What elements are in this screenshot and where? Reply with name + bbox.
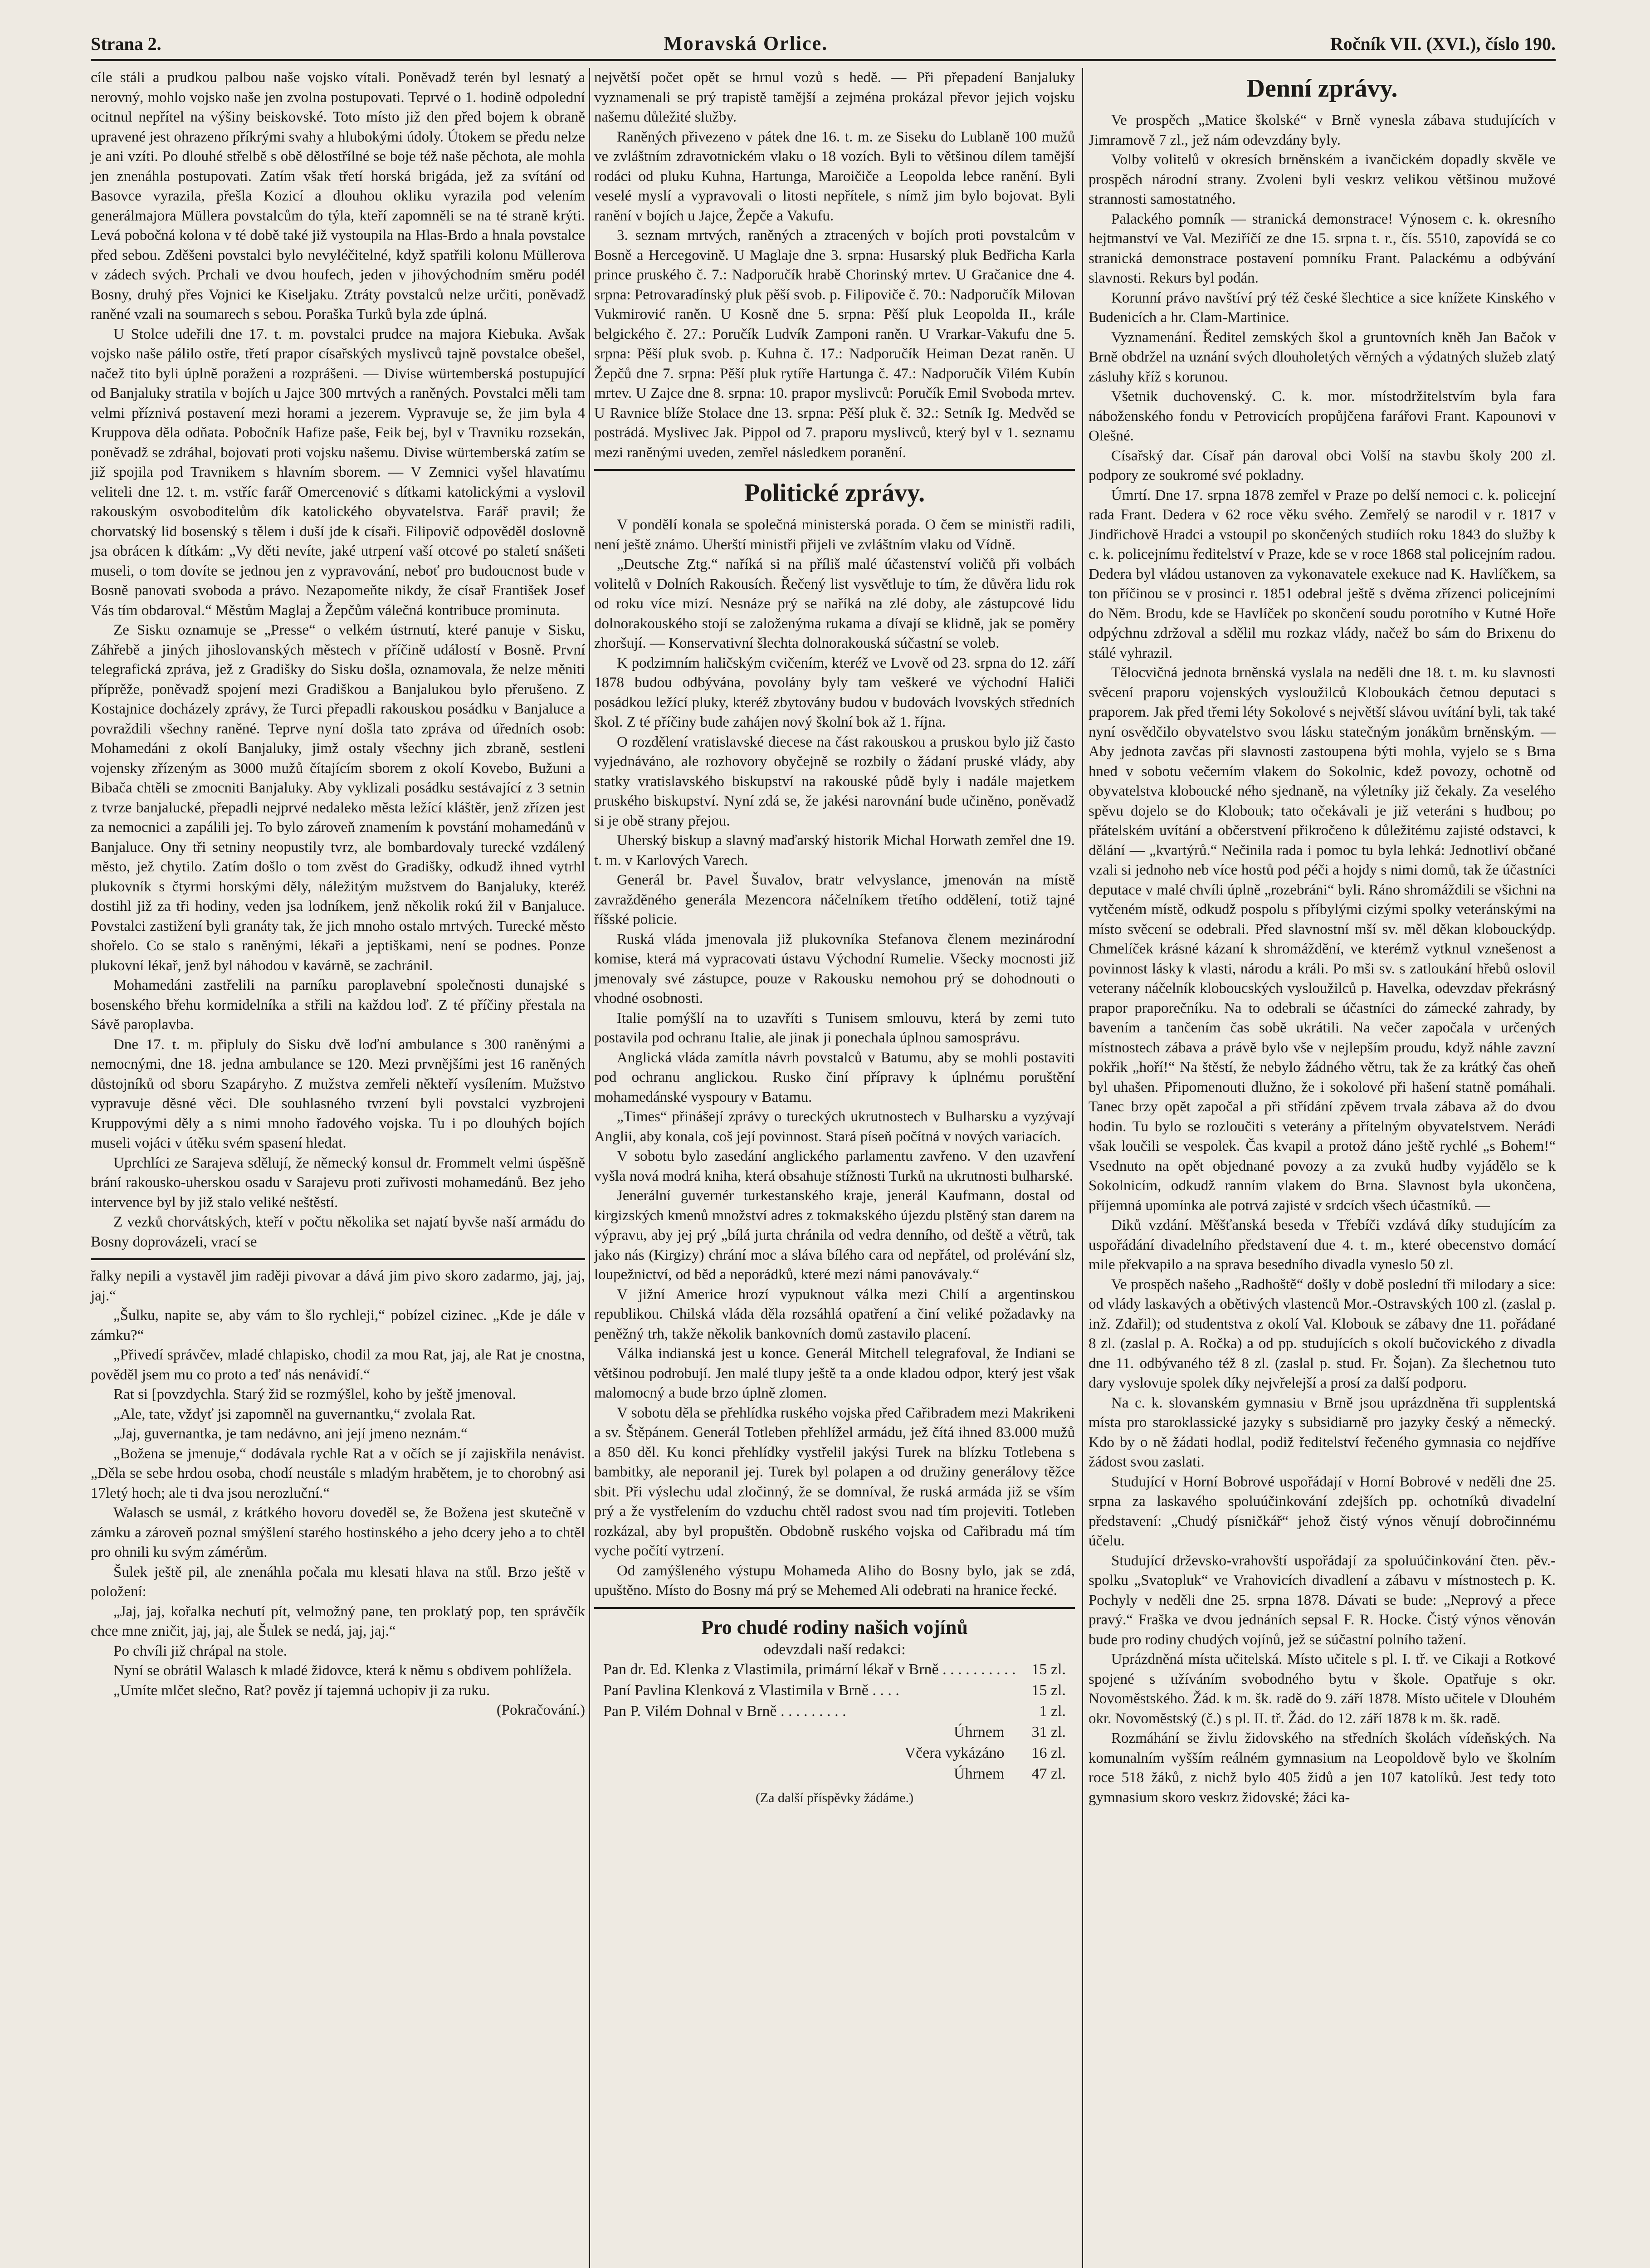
section-divider <box>91 1258 585 1260</box>
article-paragraph: Ze Sisku oznamuje se „Presse“ o velkém ústrnutí, které panuje v Sisku, Záhřebě a jiných jihoslovanských městech v příčině událostí v Bosně. První telegrafická zpráva, jež z Gradišky do Sisku došla, oznamovala, že nelze měniti příprěže, poněvadž spojení mezi Gradiškou a Banjalukou bylo přerušeno. Z Kostajnice docházely zprávy, že Turci přepadli rakouskou posádku v Banjaluce a povraždili všechny raněné. Teprve nyní došla tato zpráva od úředních osob: Mohamedáni z okolí Banjaluky, jimž ostaly všechny jich zbraně, sestleni vojensky zřízeným as 3000 mužů čítajícím sborem z okolí Kovebo, Bužuni a Bibača chtěli se zmocniti Banjaluky. Aby vyklizali posádku sestávající z 3 setnin z tvrze banjalucké, přepadli nejprvé nedaleko města ležící kláštěr, jenž zřízen jest za nemocnici a zapálili jej. To bylo zároveň znamením k povstání mohamedánů v Banjaluce. Ony tři setniny neopustily tvrz, ale bombardovaly turecké vzdálený město, jež chytilo. Zatím došlo o tom zvěst do Gradišky, odkudž ihned vytrhl plukovník s čtyrmi horskými děly, náležitým mužstvem do Banjaluky, kteréž dostihl již za tři hodiny, veden jsa lodníkem, jenž několik rokú žil v Banjaluce. Povstalci zastižení byli granáty tak, že jich mnoho ostalo mrtvých. Turecké město shořelo. Co se stalo s raněnými, lékaři a jeptiškami, není se podnes. Ponze plukovní lékař, jenž byl náhodou v kavárně, se zachránil. <box>91 622 585 974</box>
donation-row <box>594 1701 1075 1722</box>
subtotal-value: 31 zl. <box>1031 1724 1066 1740</box>
article-paragraph: Raněných přivezeno v pátek dne 16. t. m. ze Siseku do Lublaně 100 mužů ve zvláštním zdravotnickém vlaku o 18 vozích. Byli to většinou dílem tamější rodáci od pluku Kuhna, Hartunga, Maroičiče a Leopolda lebce ranění. Byli veselé myslí a vypravovali o litosti nepřítele, s nímž jim bylo bojovat. Byli ranění v bojích u Jajce, Žepče a Vakufu. <box>594 128 1075 224</box>
article-paragraph: Mohamedáni zastřelili na parníku paroplavební společnosti dunajské s bosenského břehu kormidelníka a střili na každou loď. Z té příčiny přestala na Sávě paroplavba. <box>91 977 585 1033</box>
news-item: Palackého pomník — stranická demonstrace! Výnosem c. k. okresního hejtmanství ve Val. Meziříčí ze dne 15. srpna t. r., čís. 5510, zapovídá se co stranická demonstrace postavení pomníku Frant. Palackému a odbývání slavnosti. Rekurs byl podán. <box>1089 210 1556 286</box>
donation-row <box>594 1659 1075 1680</box>
article-paragraph: největší počet opět se hrnul vozů s hedě. — Při přepadení Banjaluky vyznamenali se prý trapistě tamější a zejména prokázal převor jejich vojsku našemu důležité služby. <box>594 69 1075 125</box>
politics-paragraph: Uherský biskup a slavný maďarský historik Michal Horwath zemřel dne 19. t. m. v Karlových Varech. <box>594 832 1075 869</box>
news-item: Rozmáhání se živlu židovského na středních školách vídeňských. Na komunalním vyšším reálném gymnasium na Leopoldově bylo ve školním roce 518 žáků, z nichž bylo 405 židů a jen 107 katolíků. Jest tedy toto gymnasium skoro veskrz židovské; žáci ka- <box>1089 1730 1556 1806</box>
news-item: Tělocvičná jednota brněnská vyslala na neděli dne 18. t. m. ku slavnosti svěcení praporu vojenských vysloužilců Kloboukách četnou deputaci s praporem. Jak před třemi léty Sokolové s největší slávou uvítání byli, tak také nyní osvědčilo obyvatelstvo svou lásku statečným jonákům brněnským. — Aby jednota zavčas při slavnosti zastoupena býti mohla, vyjelo se s Brna hned v sobotu večerním vlakem do Sokolnic, kdež povozy, ochotně od obyvatelstva kloboucké ného sjednaně, na výletníky již čekaly. Za veselého spěvu dojelo se do Klobouk; tato očekávali je již veteráni s hudbou; po přátelském uvítání a občerstvení přikročeno k důležitému zajisté odstavci, k dělání — „kvartýrů.“ Nečinila rada i pomoc tu byla lehká: Jednotliví občané vzali si jednoho neb více hostů pod péči a hojdy s nimi domů, tak že účastníci deputace v malé chvíli úplně „rozebráni“ byli. Ráno shromáždili se všichni na vytčeném místě, odkudž pospolu s příbylými cizými spolky veteránskými na místo svěcení se odebrali. Před slavnostní mší sv. měl děkan klobouckýdp. Chmelíček krásné kázaní k shromáždění, ve kterémž vytknul vznešenost a povinnost lásky k vlasti, národu a králi. Po mši sv. s zatloukání hřebů oslovil veterany náčelník kloboucských vysloužilců p. Havelka, odevzdav překrásný prapor praporečníku. Na to odebrali se účastníci do zámecké zahrady, by bavením a tančením čas sobě ukrátili. Na večer započala v určených místnostech zábava a právě bylo vše v nejlepším proudu, když náhle zavzní pokřik „hoří!“ Na štěstí, že nebylo žádného větru, tak že za krátký čas oheň byl uhašen. Připomenouti dlužno, že i sokolové při hašení statně pomáhali. Tanec brzy opět započal a při střídání zpěvem trvala zábava až do dvou hodin. Tu bylo se rozloučiti s veterány a přítelným obyvatelstvem. Nerádi však loučili se vespolek. Čas kvapil a protož dáno ještě rychlé „s Bohem!“ Vsednuto na opět objednané povozy a za zvuků hudby vyjádělo se k Sokolnicím, odkudž ranním vlakem do Brna. Slavnost byla ukončena, příjemná upomínka ale potrvá zajisté v srdcích všech účastníků. — <box>1089 665 1556 1214</box>
politics-paragraph: „Times“ přinášejí zprávy o tureckých ukrutnostech v Bulharsku a vyzývají Anglii, aby konala, coš její povinnost. Stará píseň počítná v nových variacích. <box>594 1109 1075 1145</box>
newspaper-title: Moravská Orlice. <box>664 32 828 54</box>
casualty-list: 3. seznam mrtvých, raněných a ztracených v bojích proti povstalcům v Bosně a Hercegovině. U Maglaje dne 3. srpna: Husarský pluk Bedřicha Karla prince pruského č. 7.: Nadporučík hrabě Chorinský mrtev. U Gračanice dne 4. srpna: Petrovaradínský pluk pěší svob. p. Filipoviče č. 70.: Nadporučík Milovan Vukmirović raněn. U Kosně dne 5. srpna: Pěší pluk Leopolda II., krále belgického č. 27.: Poručík Ludvík Zamponi raněn. U Vrarkar-Vakufu dne 5. srpna: Pěší pluk svob. p. Kuhna č. 17.: Nadporučík Heiman Dezat raněn. U Žepčů dne 7. srpna: Pěší pluk rytíře Hartunga č. 47.: Nadporučík Vilém Kubín mrtev. U Zajce dne 8. srpna: 10. prapor myslivců: Poručík Emil Svoboda mrtev. U Ravnice blíže Stolace dne 13. srpna: Pěší pluk č. 32.: Setník Ig. Medvěd se postrádá. Myslivec Jak. Pippol od 7. praporu myslivců, který byl v 1. seznamu mezi raněnými uveden, zemřel následkem poranění. <box>594 227 1075 461</box>
serial-end-line <box>91 1681 585 1701</box>
donation-subtotal <box>594 1722 1075 1743</box>
serial-paragraph: Šulek ještě pil, ale znenáhla počala mu klesati hlava na stůl. Brzo ještě v položení: <box>91 1564 585 1600</box>
column-middle <box>594 68 1075 1808</box>
daily-news-heading: Denní zprávy. <box>1246 74 1398 103</box>
donation-total <box>594 1764 1075 1784</box>
serial-paragraph: řalky nepili a vystavěl jim raději pivovar a dává jim pivo skoro zadarmo, jaj, jaj, jaj.“ <box>91 1268 585 1304</box>
politics-paragraph: Anglická vláda zamítla návrh povstalců v Batumu, aby se mohli postaviti pod ochranu anglickou. Rusko činí přípravy k úplnému poruštění mohamedánské vyspoury v Batamu. <box>594 1049 1075 1105</box>
politics-paragraph: V sobotu bylo zasedání anglického parlamentu zavřeno. V den uzavření vyšla nová modrá kniha, která obsahuje stížnosti Turků na ukrutnosti bulharské. <box>594 1148 1075 1184</box>
politics-paragraph: Ruská vláda jmenovala již plukovníka Stefanova členem mezinárodní komise, která má vypracovati ústavu Východní Rumelie. Všecky mocnosti již jmenovaly své zástupce, pouze v Rakousku nemohou prý se dohodnouti o vhodné osobnosti. <box>594 931 1075 1007</box>
page-number: Strana 2. <box>91 34 161 54</box>
serial-paragraph: „Božena se jmenuje,“ dodávala rychle Rat a v očích se jí zajiskřila nenávist. „Děla se sebe hrdou osoba, chodí neustále s mladým hrabětem, je to chorobný asi 17letý hoch; ale ti dva jsou nerozluční.“ <box>91 1445 585 1501</box>
section-divider <box>594 469 1075 471</box>
article-paragraph: Z vezků chorvátských, kteří v počtu několika set najatí byvše naší armádu do Bosny doprovázeli, vrací se <box>91 1214 585 1250</box>
donations-title: Pro chudé rodiny našich vojínů <box>701 1616 968 1638</box>
news-item: Ve prospěch našeho „Radhoště“ došly v době poslední tři milodary a sice: od vlády laskavých a obětivých vlastenců Mor.-Ostravských 100 zl. (zaslal p. inž. Zdařil); od studentstva z okolí Val. Klobouk se zábavy dne 11. pořádané 8 zl. (zaslal p. A. Ročka) a od pp. studujících s okolí bučovického z divadla dne 11. odbývaného též 8 zl. (zaslal p. stud. Fr. Šojan). Za šlechetnou tuto dary vyslovuje spolek díky nejvřelejší a prosí za další podporu. <box>1089 1276 1556 1391</box>
serial-paragraph: Rat si [povzdychla. Starý žid se rozmýšlel, koho by ještě jmenoval. <box>113 1386 517 1403</box>
serial-paragraph: „Šulku, napite se, aby vám to šlo rychleji,“ pobízel cizinec. „Kde je dále v zámku?“ <box>91 1307 585 1344</box>
donation-row <box>594 1680 1075 1701</box>
politics-paragraph: „Deutsche Ztg.“ naříká si na příliš malé účastenství voličů při volbách volitelů v Dolních Rakousích. Řečený list vysvětluje to tím, že důvěra lidu rok od roku více mizí. Nesnáze prý se naříká na zlé doby, ale zástupcové lidu dolnorakouského stojí se založenýma rukama a dívají se klidně, jak se poměry zhoršují. — Konservativní šlechta dolnorakouská súčastní se voleb. <box>594 556 1075 651</box>
politics-paragraph: O rozdělení vratislavské diecese na část rakouskou a pruskou bylo již často vyjednáváno, ale rozhovory obyčejně se rozbily o žádaní pruské vlády, aby statky vratislavského biskupství na rakouské půdě byly i nadále majetkem pruského biskupství. Nyní zdá se, že jakési narovnání bude učiněno, poněvadž si je obě strany přejou. <box>594 733 1075 829</box>
article-paragraph: U Stolce udeřili dne 17. t. m. povstalci prudce na majora Kiebuka. Avšak vojsko naše pálilo ostře, třetí prapor císařských myslivců tajně povstalce obešel, načež tito byli úplně poraženi a rozprášeni. — Divise würtemberská postupující od Banjaluky stratila v bojích u Jajce 300 mrtvých a raněných. Povstalci měli tam velmi příznivá postavení mezi horami a jezerem. Vypravuje se, že jim byla 4 Kruppova děla odňata. Pobočník Hafize paše, Feik bej, byl v Travniku rozsekán, poněvadž se zdráhal, bojovati proti vojsku našemu. Divise würtemberská zatím se již spojila pod Travnikem s hlavním sborem. — V Zemnici vyšel hlavatímu veliteli dne 12. t. m. vstříc farář Omercenović s dítkami katolickými a vyslovil rakouským osvoboditelům dík katolického obyvatelstva. Farář pravil; že chorvatský lid bosenský s tělem i duší jde k císaři. Filipovič odpověděl doslovně jsa obrácen k dítkám: „Vy děti nevíte, jaké utrpení vaší otcové po staletí snášeti museli, o tom dovíte se jednou jen z vypravování, neboť pro budoucnost bude v Bosně panovati svoboda a právo. Nezapomeňte nikdy, že císař František Josef Vás tím obdaroval.“ Městům Maglaj a Žepčům válečná kontribuce prominuta. <box>91 326 585 619</box>
section-divider <box>594 1607 1075 1609</box>
column-divider <box>589 68 590 2268</box>
news-item: Na c. k. slovanském gymnasiu v Brně jsou uprázdněna tři supplentská místa pro staroklassické jazyky s subsidiarně pro jazyky český a německý. Kdo by o ně žádati hodlal, podiž ředitelství řečeného gymnasia co nejdříve žádost svou zaslati. <box>1089 1394 1556 1470</box>
serial-paragraph: Nyní se obrátil Walasch k mladé židovce, která k němu s obdivem pohlížela. <box>113 1662 572 1679</box>
donations-footnote: (Za další příspěvky žádáme.) <box>755 1790 914 1805</box>
news-item: Všetnik duchovenský. C. k. mor. místodržitelstvím byla fara náboženského fondu v Petrovicích propůjčena farářovi Frant. Kapounovi v Olešné. <box>1089 388 1556 444</box>
politics-paragraph: V pondělí konala se společná ministerská porada. O čem se ministři radili, není ještě známo. Uherští ministři přijeli ve zvláštním vlaku od Vídně. <box>594 517 1075 553</box>
politics-paragraph: Italie pomýšlí na to uzavříti s Tunisem smlouvu, která by zemi tuto postavila pod ochranu Italie, ale jinak ji ponechala úplnou samosprávu. <box>594 1010 1075 1046</box>
previous-value: 16 zl. <box>1031 1745 1066 1761</box>
news-item: Volby volitelů v okresích brněnském a ivančickém dopadly skvěle ve prospěch národní strany. Zvoleni byli veskrz velikou většinou mužové strannosti samostatného. <box>1089 152 1556 207</box>
serial-paragraph: Walasch se usmál, z krátkého hovoru doveděl se, že Božena jest skutečně v zámku a zároveň poznal smýšlení starého hostinského a jeho dcery jeho a to chtěl pro ohnili ku svým zámérům. <box>91 1505 585 1560</box>
serial-paragraph: „Umíte mlčet slečno, Rat? pověz jí tajemná uchopiv ji za ruku. <box>113 1682 490 1699</box>
news-item: Studující drževsko-vrahovští uspořádají za spoluúčinkování čten. pěv.-spolku „Svatopluk“ ve Vrahovicích divadlení a zábavu v místnostech p. K. Pochyly v neděli dne 25. srpna 1878. Dávati se bude: „Neprový a přece pravý.“ Fraška ve dvou jednáních sepsal F. R. Hocke. Čistý výnos věnován bude pro rodiny chudých vojínů, jež se súčastní polního tažení. <box>1089 1552 1556 1648</box>
serial-continued: (Pokračování.) <box>496 1702 585 1718</box>
donor-name: Pan P. Vilém Dohnal v Brně . . . . . . . . . <box>603 1703 846 1720</box>
war-news-continued <box>91 68 585 1252</box>
politics-paragraph: Generál br. Pavel Šuvalov, bratr velvyslance, jmenován na místě zavražděného generála Mezencora náčelníkem třetího oddělení, totiž tajné říšské policie. <box>594 872 1075 928</box>
article-paragraph: cíle stáli a prudkou palbou naše vojsko vítali. Poněvadž terén byl lesnatý a nerovný, mohlo vojsko naše jen zvolna postupovati. Teprvé o 1. hodině odpolední ocitnul nepřítel na výšiny beiskovské. Toto místo již den před bojem k obraně upravené jest ohrazeno příkrými svahy a hlubokými údoly. Útokem se předu nelze je ani vzíti. Po dlouhé střelbě s obě dělostřílné se boje též naše pěchota, ale mohla jen znenáhla postupovati. Zatím však třetí horská brigáda, jež za svítání od Basovce vyrazila, přešla Kozicí a dlouhou okliku vyrazila pod velením generálmajora Müllera povstalcům do týla, kteří zapomněli se na té straně krýti. Levá pobočná kolona v té době také již vystoupila na Hlas-Brdo a hnala povstalce před sebou. Zděšeni povstalci bylo nevyléčitelné, když spatřili kolonu Müllerova v zádech svých. Prchali ve dvou houfech, jeden v jihovýchodním směru podél Bosny, druhý přes Vojnici ke Kiseljaku. Ztráty povstalců nelze určiti, poněvadž raněné vzali na soumarech s sebou. Poraška Turků byla zde úplná. <box>91 69 585 323</box>
politics-paragraph: K podzimním haličským cvičením, kteréž ve Lvově od 23. srpna do 12. září 1878 budou odbývána, povolány byly tam veškeré ve východní Haliči posádkou ležící pluky, kteréž zbytovány budou v budovách lvovských středních škol. Z té příčiny bude zahájen nový školní bok až 1. října. <box>594 655 1075 730</box>
masthead <box>91 32 1556 61</box>
news-item: Vyznamenání. Ředitel zemských škol a gruntovních kněh Jan Bačok v Brně obdržel na uznání svých dlouholetých věrných a výdatných služeb zlatý zásluhy kříž s korunou. <box>1089 329 1556 385</box>
donation-previous <box>594 1743 1075 1764</box>
column-divider <box>1082 68 1083 2268</box>
politics-heading: Politické zprávy. <box>744 479 925 507</box>
total-label: Úhrnem <box>954 1765 1005 1782</box>
total-value: 47 zl. <box>1031 1765 1066 1782</box>
previous-label: Včera vykázáno <box>904 1745 1005 1761</box>
news-item: Ve prospěch „Matice školské“ v Brně vynesla zábava studujících v Jimramově 7 zl., jež nám odevzdány byly. <box>1089 112 1556 148</box>
politics-paragraph: Od zamýšleného výstupu Mohameda Aliho do Bosny bylo, jak se zdá, upuštěno. Místo do Bosny má prý se Mehemed Ali odebrati na hranice řecké. <box>594 1562 1075 1598</box>
donations-box <box>594 1615 1075 1808</box>
serial-paragraph: „Přivedí správčev, mladé chlapisko, chodil za mou Rat, jaj, ale Rat je cnostna, pověděl jsem mu co proto a teď nás nenávidí.“ <box>91 1347 585 1383</box>
politics-paragraph: V jižní Americe hrozí vypuknout válka mezi Chilí a argentinskou republikou. Chilská vláda děla rozsáhlá opatření a činí veliké požadavky na peněžný trh, takže několik bankovních domů zastavilo placení. <box>594 1286 1075 1342</box>
donation-amount: 1 zl. <box>1039 1703 1066 1720</box>
politics-paragraph: V sobotu děla se přehlídka ruského vojska před Cařibradem mezi Makrikeni a sv. Štěpánem. Generál Totleben přehlížel armádu, jež čítá ihned 83.000 mužů a 850 děl. Ku konci přehlídky vystřelil jakýsi Turek na blízku Totlebena s bambitky, ale neporanil jej. Turek byl polapen a od družiny generálovy těžce sbit. Při výslechu udal zločinný, že se domníval, že ruská armáda již se vším prý a že vystřelením do vzduchu chtěl radost svou nad tím projeviti. Totleben rozkázal, aby byl propuštěn. Obdobně ruského vojska od Cařibradu má tím vyche počítí vytrzení. <box>594 1404 1075 1559</box>
issue-number: Ročník VII. (XVI.), číslo 190. <box>1330 34 1556 54</box>
article-paragraph: Dne 17. t. m. připluly do Sisku dvě loďní ambulance s 300 raněnými a nemocnými, dne 18. jedna ambulance se 120. Mezi prvnějšími jest 16 raněných důstojníků od sboru Szapáryho. Z mužstva zemřeli někteří vysílením. Mužstvo vypravuje děsné věci. Dle souhlasného tvrzení byli povstalci vyzbrojeni Kruppovými děly a s nimi mnoho řadového vojska. Tu i po dlouhých bojích museli vojáci v útěku svém spasení hledat. <box>91 1036 585 1151</box>
politics-section <box>594 515 1075 1601</box>
politics-paragraph: Válka indianská jest u konce. Generál Mitchell telegrafoval, že Indiani se většinou podrobují. Jen malé tlupy ještě ta a onde kladou odpor, který jest však malomocný a bude brzo úplně zlomen. <box>594 1345 1075 1401</box>
serial-paragraph: „Ale, tate, vždyť jsi zapomněl na guvernantku,“ zvolala Rat. <box>113 1406 476 1422</box>
donor-name: Pan dr. Ed. Klenka z Vlastimila, primární lékař v Brně . . . . . . . . . . <box>603 1661 1016 1678</box>
subtotal-label: Úhrnem <box>954 1724 1005 1740</box>
news-item: Korunní právo navštíví prý též české šlechtice a sice knížete Kinského v Budenicích a hr. Clam-Martinice. <box>1089 289 1556 326</box>
donations-subtitle: odevzdali naší redakci: <box>763 1641 906 1658</box>
news-item: Diků vzdání. Měšťanská beseda v Třebíči vzdává díky studujícím za uspořádání divadelního představení due 4. t. m., které obecenstvo domácí mile překvapilo a na sprava besedního divadla vyneslo 50 zl. <box>1089 1217 1556 1273</box>
news-item: Císařský dar. Císař pán daroval obci Volší na stavbu školy 200 zl. podpory ze soukromé své pokladny. <box>1089 447 1556 484</box>
serial-paragraph: „Jaj, jaj, kořalka nechutí pít, velmožný pane, ten proklatý pop, ten správčík chce mne zničit, jaj, jaj, ale Šulek se nedá, jaj, jaj.“ <box>91 1603 585 1639</box>
news-item: Uprázdněná místa učitelská. Místo učitele s pl. I. tř. ve Cikaji a Rotkové spojené s užíváním svobodného bytu v škole. Opatřuje s okr. Novoměstského. Žád. k m. šk. radě do 9. září 1878. Místo učitele v Dlouhém okr. Novoměstský (č.) s pl. II. tř. Žád. do 12. září 1878 k m. šk. radě. <box>1089 1651 1556 1727</box>
column-left <box>91 68 585 1721</box>
feuilleton-serial <box>91 1266 585 1721</box>
donation-amount: 15 zl. <box>1031 1682 1066 1699</box>
column-right <box>1089 68 1556 1808</box>
politics-paragraph: Jenerální guvernér turkestanského kraje, jenerál Kaufmann, dostal od kirgizských kmenů množství adres z tokmakského újezdu plstěný stan darem na výpravu, aby jej prý „bílá jurta chránila od vedra denního, od deště a větrů, tak jako nás (Kirgizy) chrání moc a sláva bílého cara od nepřátel, od prolévání slz, loupežnictví, od běd a neporádků, které mezi námi panovávaly.“ <box>594 1188 1075 1283</box>
serial-paragraph: Po chvíli již chrápal na stole. <box>113 1642 288 1659</box>
donation-amount: 15 zl. <box>1031 1661 1066 1678</box>
donor-name: Paní Pavlina Klenková z Vlastimila v Brně . . . . <box>603 1682 899 1699</box>
daily-news-section <box>1089 111 1556 1808</box>
war-news-continued <box>594 68 1075 463</box>
serial-paragraph: „Jaj, guvernantka, je tam nedávno, ani její jmeno neznám.“ <box>113 1426 468 1442</box>
news-item: Úmrtí. Dne 17. srpna 1878 zemřel v Praze po delší nemoci c. k. policejní rada Frant. Dedera v 62 roce věku svého. Zemřelý se narodil v r. 1817 v Jindřichově Hradci a vstoupil po skončených studiích roku 1843 do služby k c. k. policejnímu ředitelství v Praze, kde se v roce 1868 stal policejním radou. Dedera byl vládou ustanoven za vykonavatele exekuce nad K. Havlíčkem, sa ton příčinou se v prosinci r. 1851 odebral ještě s dvěma zřízenci policejními do Něm. Brodu, kde se Havlíček po skončení soudu porotního v Kutné Hoře odpýchnu zdržoval a sdělil mu rozkaz vlády, načež bo sám do Brixenu do stálé vyhrazil. <box>1089 487 1556 661</box>
news-item: Studující v Horní Bobrové uspořádají v Horní Bobrové v neděli dne 25. srpna za laskavého spoluúčinkování zdejších pp. ochotníků divadelní představení: „Chudý písničkář“ jehož čistý výnos věnují dobročinnému účelu. <box>1089 1473 1556 1549</box>
article-paragraph: Uprchlíci ze Sarajeva sdělují, že německý konsul dr. Frommelt velmi úspěšně brání rakousko-uherskou osadu v Sarajevu proti zuřivosti mohamedánů. Bez jeho intervence byl by již stalo veliké neštěstí. <box>91 1154 585 1211</box>
